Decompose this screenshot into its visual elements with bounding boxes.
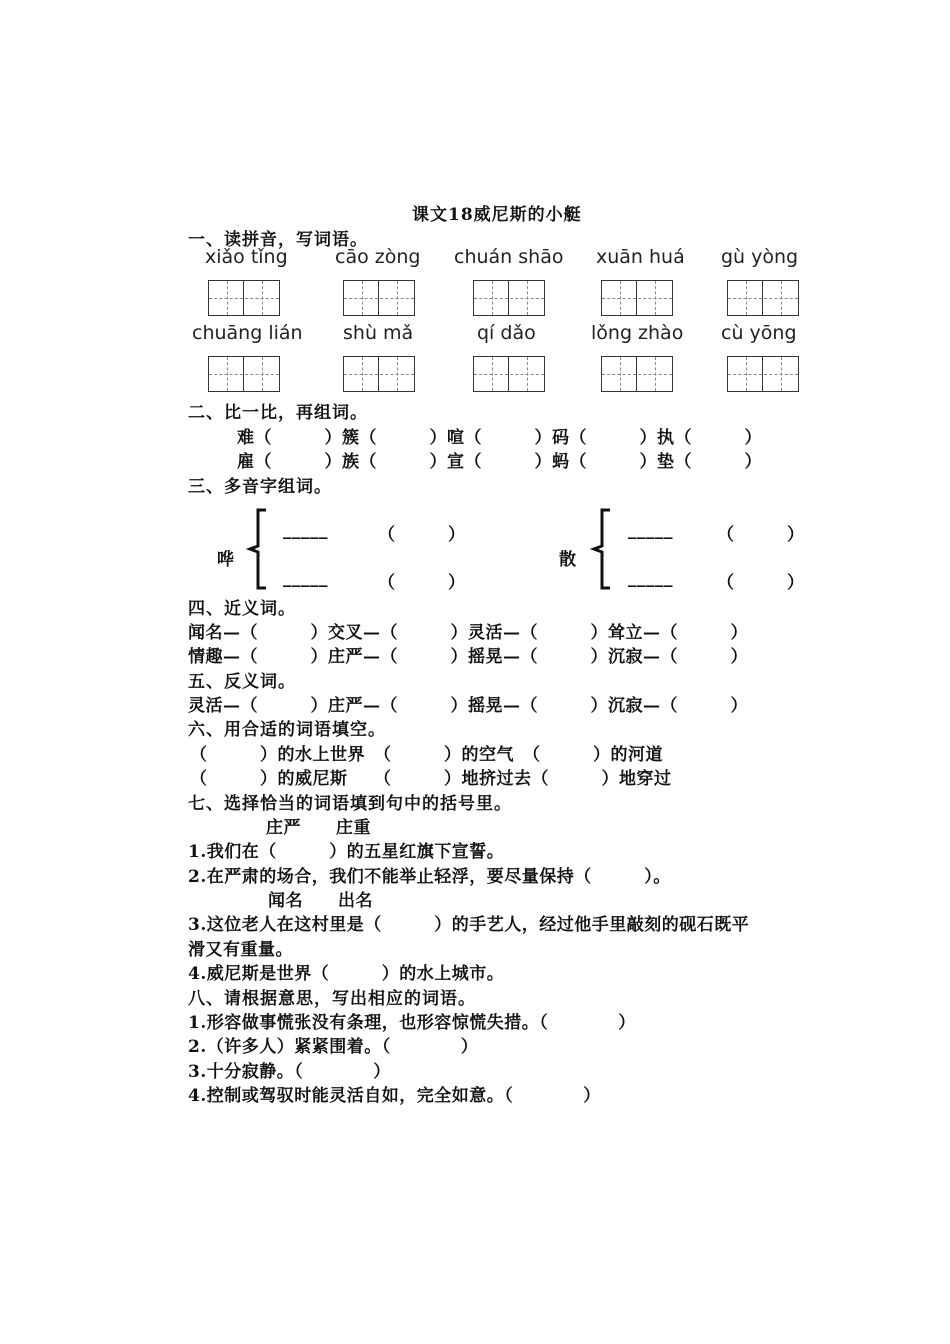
answer-paren[interactable]: （ ） bbox=[378, 573, 466, 593]
writing-box[interactable] bbox=[343, 280, 415, 316]
section-1-heading: 一、读拼音，写词语。 bbox=[188, 230, 368, 250]
pinyin-2-1: chuāng lián bbox=[192, 322, 303, 344]
answer-paren[interactable]: （ ） bbox=[717, 525, 805, 545]
compare-line-2: 雇（ ）族（ ）宣（ ）蚂（ ）垫（ ） bbox=[237, 452, 762, 472]
pinyin-2-5: cù yōng bbox=[721, 322, 797, 344]
section-7-heading: 七、选择恰当的词语填到句中的括号里。 bbox=[188, 794, 512, 814]
pinyin-1-3: chuán shāo bbox=[454, 246, 564, 268]
pinyin-2-3: qí dǎo bbox=[477, 322, 536, 344]
writing-box[interactable] bbox=[208, 280, 280, 316]
pinyin-1-4: xuān huá bbox=[596, 246, 685, 268]
page-title: 课文18威尼斯的小艇 bbox=[412, 205, 582, 225]
section-5-heading: 五、反义词。 bbox=[188, 672, 296, 692]
word-choices-2: 闻名 出名 bbox=[268, 891, 373, 911]
brace-icon bbox=[590, 508, 614, 590]
section-4-heading: 四、近义词。 bbox=[188, 599, 296, 619]
fill-line-1: （ ）的水上世界 （ ）的空气 （ ）的河道 bbox=[190, 745, 663, 765]
question-7-1: 1.我们在（ ）的五星红旗下宣誓。 bbox=[188, 842, 505, 862]
pinyin-2-2: shù mǎ bbox=[343, 322, 414, 344]
compare-line-1: 难（ ）簇（ ）喧（ ）码（ ）执（ ） bbox=[237, 428, 762, 448]
section-6-heading: 六、用合适的词语填空。 bbox=[188, 720, 386, 740]
question-7-2: 2.在严肃的场合，我们不能举止轻浮，要尽量保持（ ）。 bbox=[188, 867, 671, 887]
section-3-heading: 三、多音字组词。 bbox=[188, 477, 332, 497]
fill-line-2: （ ）的威尼斯 （ ）地挤过去（ ）地穿过 bbox=[190, 769, 672, 789]
section-2-heading: 二、比一比，再组词。 bbox=[188, 403, 368, 423]
pinyin-2-4: lǒng zhào bbox=[591, 322, 684, 344]
writing-box[interactable] bbox=[473, 356, 545, 392]
answer-paren[interactable]: （ ） bbox=[717, 573, 805, 593]
antonym-line-1: 灵活—（ ）庄严—（ ）摇晃—（ ）沉寂—（ ） bbox=[188, 696, 748, 716]
question-8-3: 3.十分寂静。（ ） bbox=[188, 1062, 391, 1082]
writing-box[interactable] bbox=[601, 280, 673, 316]
question-8-1: 1.形容做事慌张没有条理，也形容惊慌失措。（ ） bbox=[188, 1013, 636, 1033]
word-choices-1: 庄严 庄重 bbox=[266, 818, 371, 838]
blank-line[interactable]: _____ bbox=[283, 520, 328, 540]
question-7-3: 3.这位老人在这村里是（ ）的手艺人，经过他手里敲刻的砚石既平 bbox=[188, 915, 750, 935]
pinyin-1-5: gù yòng bbox=[721, 246, 799, 268]
pinyin-1-1: xiǎo tǐng bbox=[205, 246, 288, 268]
section-8-heading: 八、请根据意思，写出相应的词语。 bbox=[188, 989, 476, 1009]
question-8-2: 2.（许多人）紧紧围着。（ ） bbox=[188, 1037, 479, 1057]
writing-box[interactable] bbox=[208, 356, 280, 392]
question-8-4: 4.控制或驾驭时能灵活自如，完全如意。（ ） bbox=[188, 1086, 601, 1106]
writing-box[interactable] bbox=[343, 356, 415, 392]
polyphone-char-hua: 哗 bbox=[217, 550, 235, 570]
writing-box[interactable] bbox=[601, 356, 673, 392]
brace-icon bbox=[246, 508, 270, 590]
blank-line[interactable]: _____ bbox=[628, 520, 673, 540]
answer-paren[interactable]: （ ） bbox=[378, 525, 466, 545]
polyphone-char-san: 散 bbox=[559, 550, 577, 570]
writing-box[interactable] bbox=[727, 356, 799, 392]
question-7-3-cont: 滑又有重量。 bbox=[188, 940, 293, 960]
writing-box[interactable] bbox=[727, 280, 799, 316]
synonym-line-2: 情趣—（ ）庄严—（ ）摇晃—（ ）沉寂—（ ） bbox=[188, 647, 748, 667]
blank-line[interactable]: _____ bbox=[283, 568, 328, 588]
writing-box[interactable] bbox=[473, 280, 545, 316]
blank-line[interactable]: _____ bbox=[628, 568, 673, 588]
question-7-4: 4.威尼斯是世界（ ）的水上城市。 bbox=[188, 964, 505, 984]
synonym-line-1: 闻名—（ ）交叉—（ ）灵活—（ ）耸立—（ ） bbox=[188, 623, 748, 643]
pinyin-1-2: cāo zòng bbox=[335, 246, 421, 268]
